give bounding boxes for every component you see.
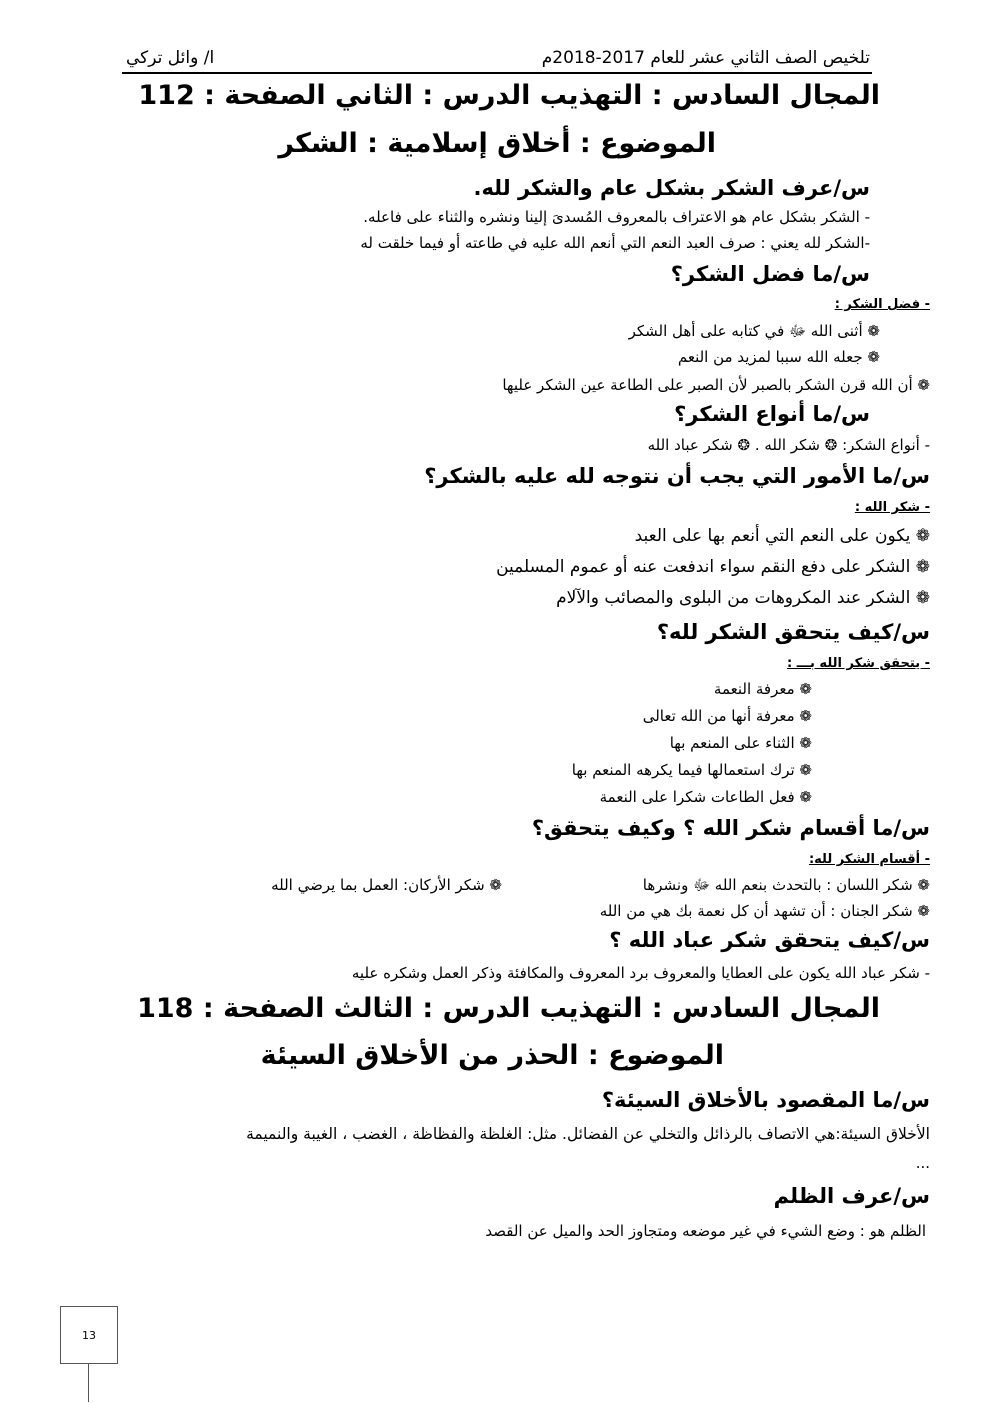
answer-line: -الشكر لله يعني : صرف العبد النعم التي أنعم الله عليه في طاعته أو فيما خلقت له [360, 234, 870, 252]
lesson1-title: المجال السادس : التهذيب الدرس : الثاني الصفحة : 112 [138, 80, 880, 111]
question-virtue: س/ما فضل الشكر؟ [670, 262, 870, 286]
question-define-gratitude: س/عرف الشكر بشكل عام والشكر لله. [473, 176, 870, 200]
question-achieve: س/كيف يتحقق الشكر لله؟ [656, 620, 930, 644]
list-item: ❁ معرفة أنها من الله تعالى [643, 707, 812, 725]
answer-line: - الشكر بشكل عام هو الاعتراف بالمعروف المُسدىَ إلينا ونشره والثناء على فاعله. [363, 208, 870, 226]
subheading: - شكر الله : [854, 500, 930, 515]
list-item: ❁ ترك استعمالها فيما يكرهه المنعم بها [572, 761, 812, 779]
answer-line: - شكر عباد الله يكون على العطايا والمعروف برد المعروف والمكافئة وذكر العمل وشكره عليه [351, 964, 930, 982]
lesson2-topic: الموضوع : الحذر من الأخلاق السيئة [260, 1040, 724, 1071]
question-servants: س/كيف يتحقق شكر عباد الله ؟ [609, 928, 930, 952]
list-item: ❁ يكون على النعم التي أنعم بها على العبد [635, 526, 930, 546]
list-item: ❁ جعله الله سببا لمزيد من النعم [678, 348, 880, 366]
list-item: ❁ أثنى الله ﷻ في كتابه على أهل الشكر [629, 322, 880, 344]
question-bad-morals: س/ما المقصود بالأخلاق السيئة؟ [601, 1088, 930, 1112]
lesson1-topic: الموضوع : أخلاق إسلامية : الشكر [278, 128, 716, 159]
list-item: ❁ الشكر على دفع النقم سواء اندفعت عنه أو عموم المسلمين [496, 557, 930, 577]
header-author: ا/ وائل تركي [126, 48, 215, 68]
answer-continuation: ... [915, 1154, 930, 1172]
answer-line: الأخلاق السيئة:هي الاتصاف بالرذائل والتخلي عن الفضائل. مثل: الغلظة والفظاظة ، الغضب ، الغيبة والنميمة [246, 1125, 930, 1143]
list-item: ❁ شكر الأركان: العمل بما يرضي الله [271, 876, 502, 894]
question-types: س/ما أنواع الشكر؟ [674, 402, 870, 426]
lesson2-title: المجال السادس : التهذيب الدرس : الثالث الصفحة : 118 [137, 993, 880, 1024]
types-line: - أنواع الشكر: ❂ شكر الله . ❂ شكر عباد الله [647, 436, 930, 454]
list-item: ❁ فعل الطاعات شكرا على النعمة [600, 788, 812, 806]
list-item: ❁ شكر الجنان : أن تشهد أن كل نعمة بك هي من الله [600, 902, 930, 920]
list-item: ❁ شكر اللسان : بالتحدث بنعم الله ﷻ ونشرها [643, 876, 930, 898]
question-divisions: س/ما أقسام شكر الله ؟ وكيف يتحقق؟ [531, 816, 930, 840]
list-item: ❁ الشكر عند المكروهات من البلوى والمصائب والآلام [556, 588, 930, 608]
header-divider [122, 72, 872, 74]
header-course-title: تلخيص الصف الثاني عشر للعام 2017-2018م [541, 48, 870, 68]
list-item: ❁ معرفة النعمة [714, 680, 812, 698]
page-number: 13 [60, 1306, 118, 1364]
list-item: ❁ الثناء على المنعم بها [670, 734, 812, 752]
subheading: - فضل الشكر : [834, 297, 930, 312]
list-item: ❁ أن الله قرن الشكر بالصبر لأن الصبر على الطاعة عين الشكر عليها [502, 376, 930, 394]
subheading: - يتحقق شكر الله بـــ : [786, 656, 930, 671]
subheading: - أقسام الشكر لله: [808, 852, 930, 867]
page-number-stem [88, 1364, 89, 1402]
answer-line: الظلم هو : وضع الشيء في غير موضعه ومتجاوز الحد والميل عن القصد [485, 1222, 926, 1240]
question-matters: س/ما الأمور التي يجب أن نتوجه لله عليه بالشكر؟ [424, 464, 930, 488]
question-injustice: س/عرف الظلم [773, 1184, 930, 1208]
